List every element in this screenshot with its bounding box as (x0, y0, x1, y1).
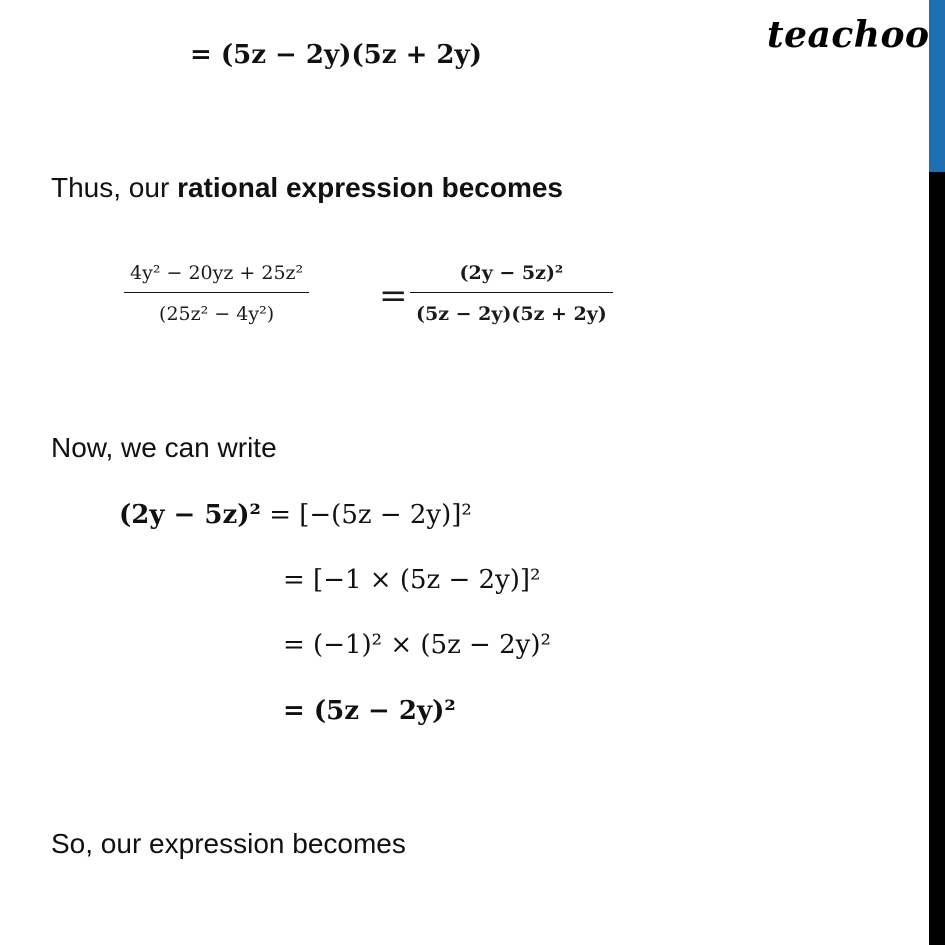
left-fraction-denominator: (25z² − 4y²) (159, 303, 275, 325)
thus-text: Thus, our (51, 172, 178, 203)
expansion-lhs: (2y − 5z)² (119, 500, 261, 530)
right-fraction (410, 262, 613, 325)
thus-bold-text: rational expression becomes (177, 172, 563, 203)
now-line: Now, we can write (51, 432, 277, 463)
scrollbar-thumb[interactable] (929, 0, 945, 172)
right-fraction-bar (410, 292, 613, 293)
expansion-line-2: = [−1 × (5z − 2y)]² (283, 565, 541, 595)
fraction-equals-sign: = (379, 276, 408, 316)
expansion-line-4: = (5z − 2y)² (283, 696, 456, 726)
left-fraction-bar (124, 292, 309, 293)
left-fraction (124, 262, 309, 325)
expansion-line-1 (119, 500, 472, 530)
teachoo-logo: teachoo (767, 14, 930, 56)
expansion-line-3: = (−1)² × (5z − 2y)² (283, 630, 551, 660)
right-fraction-denominator: (5z − 2y)(5z + 2y) (416, 303, 607, 325)
right-fraction-numerator: (2y − 5z)² (459, 262, 564, 284)
left-fraction-numerator: 4y² − 20yz + 25z² (130, 262, 304, 284)
factored-denominator-line: = (5z − 2y)(5z + 2y) (190, 40, 482, 70)
thus-line (51, 172, 563, 204)
expansion-rhs-1: = [−(5z − 2y)]² (269, 500, 472, 530)
so-line: So, our expression becomes (51, 828, 406, 859)
